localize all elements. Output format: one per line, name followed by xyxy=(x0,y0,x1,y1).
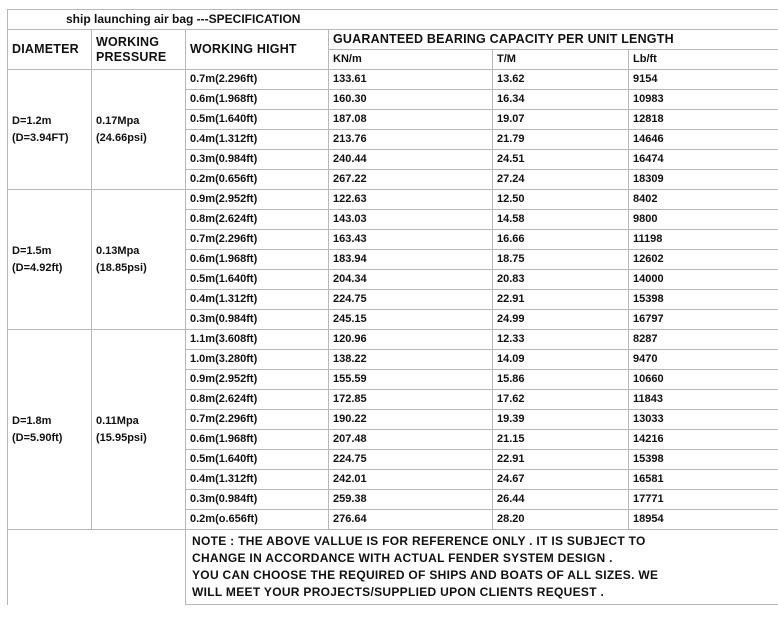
kn-per-m-cell: 276.64 xyxy=(329,510,493,530)
working-height-cell: 0.4m(1.312ft) xyxy=(186,130,329,150)
working-height-cell: 0.9m(2.952ft) xyxy=(186,370,329,390)
working-height-cell: 0.5m(1.640ft) xyxy=(186,270,329,290)
kn-per-m-cell: 183.94 xyxy=(329,250,493,270)
working-height-cell: 1.0m(3.280ft) xyxy=(186,350,329,370)
kn-per-m-cell: 224.75 xyxy=(329,450,493,470)
table-title: ship launching air bag ---SPECIFICATION xyxy=(8,10,778,30)
lb-per-ft-cell: 12602 xyxy=(629,250,778,270)
working-height-cell: 0.7m(2.296ft) xyxy=(186,70,329,90)
t-per-m-cell: 12.33 xyxy=(493,330,629,350)
kn-per-m-cell: 224.75 xyxy=(329,290,493,310)
kn-per-m-cell: 160.30 xyxy=(329,90,493,110)
working-height-cell: 0.6m(1.968ft) xyxy=(186,90,329,110)
working-height-cell: 0.8m(2.624ft) xyxy=(186,390,329,410)
table-row xyxy=(8,190,778,210)
kn-per-m-cell: 259.38 xyxy=(329,490,493,510)
pressure-line: (18.85psi) xyxy=(96,261,147,274)
t-per-m-cell: 20.83 xyxy=(493,270,629,290)
kn-per-m-cell: 245.15 xyxy=(329,310,493,330)
t-per-m-cell: 17.62 xyxy=(493,390,629,410)
lb-per-ft-cell: 14646 xyxy=(629,130,778,150)
t-per-m-cell: 19.07 xyxy=(493,110,629,130)
lb-per-ft-cell: 10983 xyxy=(629,90,778,110)
diameter-line: D=1.8m xyxy=(12,414,52,427)
working-pressure-cell xyxy=(92,70,186,190)
diameter-line: D=1.5m xyxy=(12,244,52,257)
t-per-m-cell: 16.66 xyxy=(493,230,629,250)
unit-header-knm: KN/m xyxy=(329,50,493,70)
kn-per-m-cell: 172.85 xyxy=(329,390,493,410)
working-height-cell: 0.4m(1.312ft) xyxy=(186,290,329,310)
specification-body xyxy=(8,70,778,530)
diameter-line: (D=3.94FT) xyxy=(12,131,69,144)
header-row-1 xyxy=(8,30,778,50)
unit-header-lbft: Lb/ft xyxy=(629,50,778,70)
lb-per-ft-cell: 14000 xyxy=(629,270,778,290)
pressure-line: 0.17Mpa xyxy=(96,114,140,127)
t-per-m-cell: 22.91 xyxy=(493,290,629,310)
working-height-cell: 0.9m(2.952ft) xyxy=(186,190,329,210)
kn-per-m-cell: 267.22 xyxy=(329,170,493,190)
kn-per-m-cell: 204.34 xyxy=(329,270,493,290)
working-pressure-header-line-1: WORKING xyxy=(96,34,160,49)
note-spacer xyxy=(8,530,186,605)
t-per-m-cell: 24.67 xyxy=(493,470,629,490)
lb-per-ft-cell: 9800 xyxy=(629,210,778,230)
working-pressure-header-line-2: PRESSURE xyxy=(96,49,167,64)
working-height-cell: 0.3m(0.984ft) xyxy=(186,150,329,170)
kn-per-m-cell: 190.22 xyxy=(329,410,493,430)
t-per-m-cell: 12.50 xyxy=(493,190,629,210)
lb-per-ft-cell: 9470 xyxy=(629,350,778,370)
kn-per-m-cell: 187.08 xyxy=(329,110,493,130)
diameter-line: (D=5.90ft) xyxy=(12,431,63,444)
lb-per-ft-cell: 11843 xyxy=(629,390,778,410)
table-row xyxy=(8,70,778,90)
kn-per-m-cell: 240.44 xyxy=(329,150,493,170)
working-height-cell: 1.1m(3.608ft) xyxy=(186,330,329,350)
lb-per-ft-cell: 15398 xyxy=(629,450,778,470)
diameter-header: DIAMETER xyxy=(8,30,92,70)
t-per-m-cell: 24.99 xyxy=(493,310,629,330)
working-height-header: WORKING HIGHT xyxy=(186,30,329,70)
lb-per-ft-cell: 16797 xyxy=(629,310,778,330)
specification-table xyxy=(7,9,778,605)
working-pressure-cell xyxy=(92,190,186,330)
kn-per-m-cell: 138.22 xyxy=(329,350,493,370)
kn-per-m-cell: 133.61 xyxy=(329,70,493,90)
pressure-line: (24.66psi) xyxy=(96,131,147,144)
working-height-cell: 0.5m(1.640ft) xyxy=(186,450,329,470)
title-row xyxy=(8,10,778,30)
lb-per-ft-cell: 8287 xyxy=(629,330,778,350)
unit-header-tm: T/M xyxy=(493,50,629,70)
lb-per-ft-cell: 17771 xyxy=(629,490,778,510)
working-height-cell: 0.3m(0.984ft) xyxy=(186,490,329,510)
working-height-cell: 0.3m(0.984ft) xyxy=(186,310,329,330)
t-per-m-cell: 16.34 xyxy=(493,90,629,110)
lb-per-ft-cell: 15398 xyxy=(629,290,778,310)
working-height-cell: 0.8m(2.624ft) xyxy=(186,210,329,230)
kn-per-m-cell: 120.96 xyxy=(329,330,493,350)
kn-per-m-cell: 163.43 xyxy=(329,230,493,250)
t-per-m-cell: 26.44 xyxy=(493,490,629,510)
pressure-line: 0.13Mpa xyxy=(96,244,140,257)
working-height-cell: 0.4m(1.312ft) xyxy=(186,470,329,490)
kn-per-m-cell: 242.01 xyxy=(329,470,493,490)
kn-per-m-cell: 155.59 xyxy=(329,370,493,390)
t-per-m-cell: 13.62 xyxy=(493,70,629,90)
lb-per-ft-cell: 14216 xyxy=(629,430,778,450)
pressure-line: 0.11Mpa xyxy=(96,414,139,427)
lb-per-ft-cell: 18309 xyxy=(629,170,778,190)
diameter-cell xyxy=(8,70,92,190)
working-height-cell: 0.6m(1.968ft) xyxy=(186,430,329,450)
kn-per-m-cell: 213.76 xyxy=(329,130,493,150)
kn-per-m-cell: 207.48 xyxy=(329,430,493,450)
spec-sheet xyxy=(7,9,778,605)
note-row xyxy=(8,530,778,605)
t-per-m-cell: 14.09 xyxy=(493,350,629,370)
working-height-cell: 0.2m(0.656ft) xyxy=(186,170,329,190)
t-per-m-cell: 27.24 xyxy=(493,170,629,190)
t-per-m-cell: 28.20 xyxy=(493,510,629,530)
t-per-m-cell: 15.86 xyxy=(493,370,629,390)
note-line-4: WILL MEET YOUR PROJECTS/SUPPLIED UPON CLIENTS REQUEST . xyxy=(192,585,605,599)
diameter-cell xyxy=(8,190,92,330)
lb-per-ft-cell: 16474 xyxy=(629,150,778,170)
t-per-m-cell: 18.75 xyxy=(493,250,629,270)
working-height-cell: 0.6m(1.968ft) xyxy=(186,250,329,270)
note-cell xyxy=(186,530,778,605)
t-per-m-cell: 21.15 xyxy=(493,430,629,450)
lb-per-ft-cell: 13033 xyxy=(629,410,778,430)
note-line-1: NOTE : THE ABOVE VALLUE IS FOR REFERENCE ONLY . IT IS SUBJECT TO xyxy=(192,534,646,548)
working-pressure-cell xyxy=(92,330,186,530)
diameter-line: (D=4.92ft) xyxy=(12,261,63,274)
working-height-cell: 0.2m(o.656ft) xyxy=(186,510,329,530)
working-height-cell: 0.7m(2.296ft) xyxy=(186,410,329,430)
lb-per-ft-cell: 12818 xyxy=(629,110,778,130)
lb-per-ft-cell: 10660 xyxy=(629,370,778,390)
kn-per-m-cell: 143.03 xyxy=(329,210,493,230)
t-per-m-cell: 14.58 xyxy=(493,210,629,230)
working-height-cell: 0.5m(1.640ft) xyxy=(186,110,329,130)
note-line-2: CHANGE IN ACCORDANCE WITH ACTUAL FENDER SYSTEM DESIGN . xyxy=(192,551,613,565)
lb-per-ft-cell: 18954 xyxy=(629,510,778,530)
working-pressure-header xyxy=(92,30,186,70)
lb-per-ft-cell: 9154 xyxy=(629,70,778,90)
pressure-line: (15.95psi) xyxy=(96,431,147,444)
capacity-header: GUARANTEED BEARING CAPACITY PER UNIT LENGTH xyxy=(329,30,778,50)
lb-per-ft-cell: 11198 xyxy=(629,230,778,250)
lb-per-ft-cell: 8402 xyxy=(629,190,778,210)
note-line-3: YOU CAN CHOOSE THE REQUIRED OF SHIPS AND BOATS OF ALL SIZES. WE xyxy=(192,568,659,582)
table-row xyxy=(8,330,778,350)
working-height-cell: 0.7m(2.296ft) xyxy=(186,230,329,250)
kn-per-m-cell: 122.63 xyxy=(329,190,493,210)
diameter-cell xyxy=(8,330,92,530)
diameter-line: D=1.2m xyxy=(12,114,52,127)
t-per-m-cell: 21.79 xyxy=(493,130,629,150)
lb-per-ft-cell: 16581 xyxy=(629,470,778,490)
t-per-m-cell: 24.51 xyxy=(493,150,629,170)
t-per-m-cell: 22.91 xyxy=(493,450,629,470)
t-per-m-cell: 19.39 xyxy=(493,410,629,430)
